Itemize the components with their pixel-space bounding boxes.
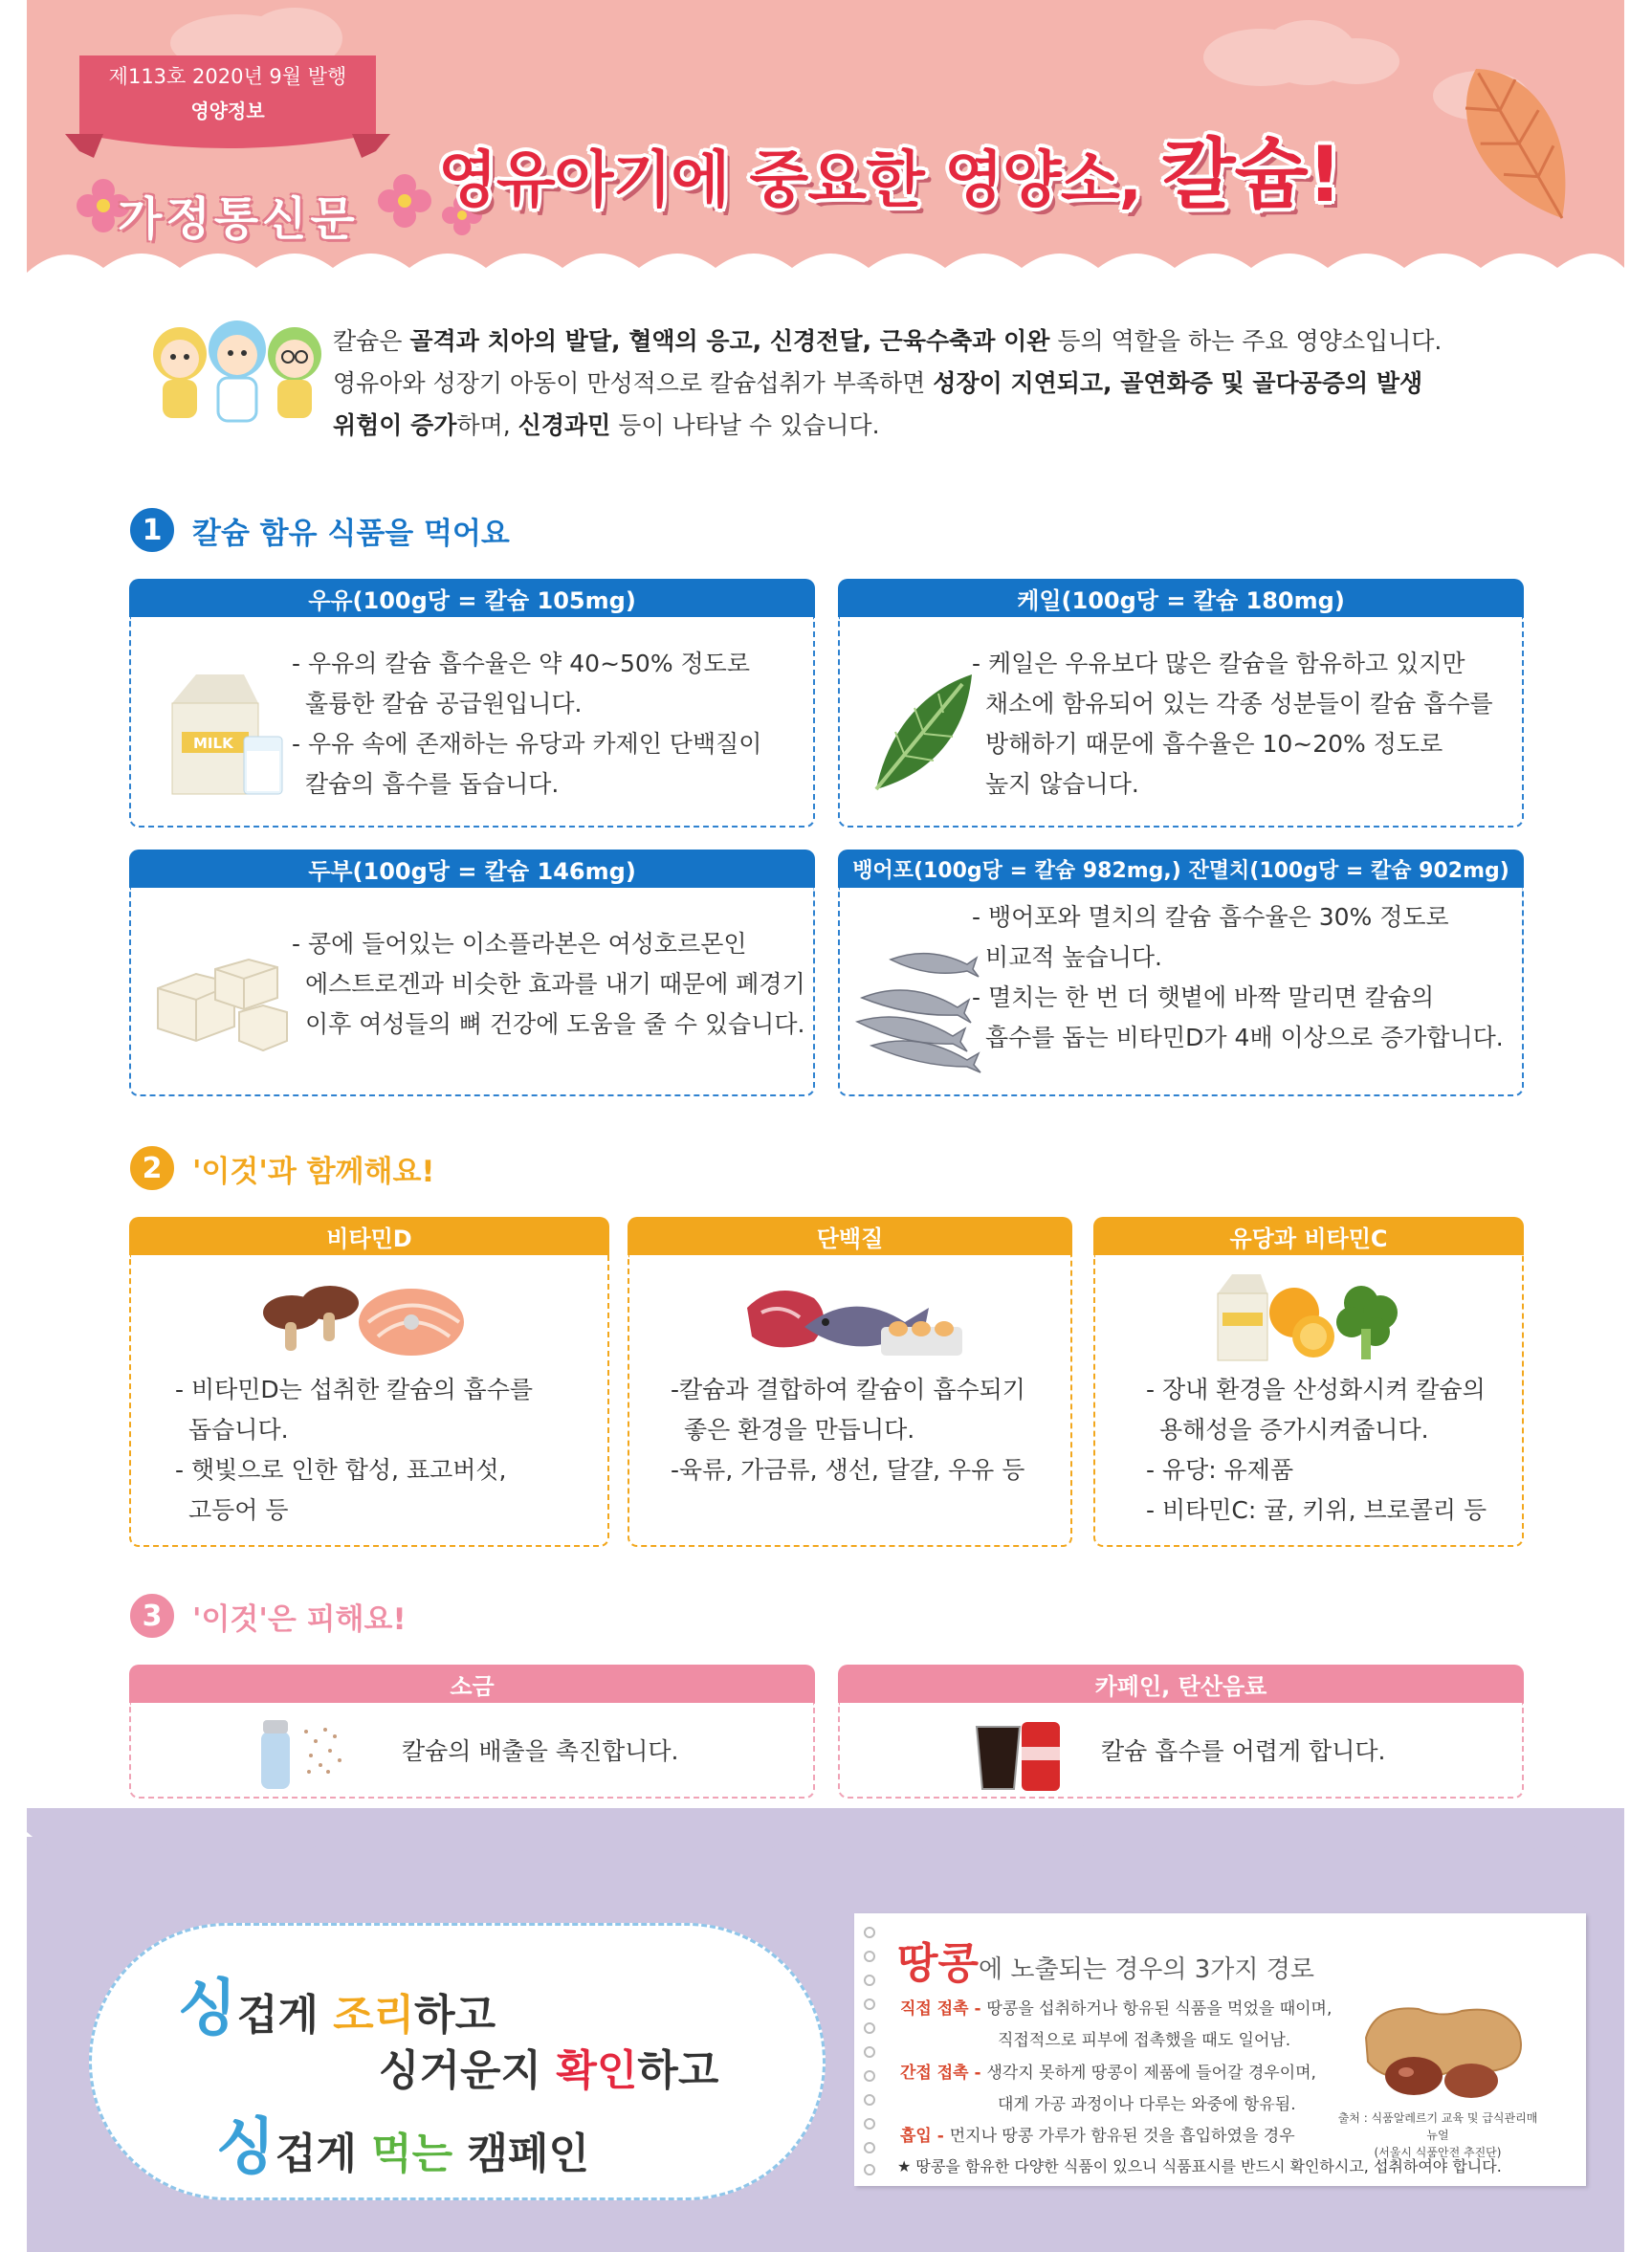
card-line: - 멸치는 한 번 더 햇볕에 바짝 말리면 칼슘의 <box>972 983 1435 1011</box>
food-card-tofu <box>129 850 815 1096</box>
campaign-text: 겁게 <box>236 1991 334 2040</box>
peanut-source <box>1333 2109 1543 2161</box>
card-line: - 우유 속에 존재하는 유당과 카제인 단백질이 <box>292 730 762 758</box>
section-title: '이것'과 함께해요! <box>192 1154 435 1189</box>
card-caption: 우유(100g당 = 칼슘 105mg) <box>129 579 815 617</box>
card-line: 높지 않습니다. <box>985 770 1139 798</box>
svg-text:MILK: MILK <box>193 735 233 752</box>
intro-text: 등이 나타날 수 있습니다. <box>610 411 880 439</box>
scallop-divider <box>27 239 1624 287</box>
peanut-title <box>897 1929 1314 1990</box>
card-line: 이후 여성들의 뼈 건강에 도움을 줄 수 있습니다. <box>305 1010 805 1038</box>
section-title: '이것'은 피해요! <box>192 1601 407 1637</box>
section-title: 칼슘 함유 식품을 먹어요 <box>192 516 510 551</box>
campaign-text: 겁게 <box>275 2130 372 2178</box>
campaign-text: 하고 <box>414 1991 496 2040</box>
row-text: 먼지나 땅콩 가루가 함유된 것을 흡입하였을 경우 <box>949 2127 1295 2146</box>
title-emphasis: 칼슘! <box>1161 130 1342 219</box>
campaign-text: 조리 <box>333 1991 415 2040</box>
campaign-line-1 <box>178 1959 496 2047</box>
card-text: 칼슘의 배출을 촉진합니다. <box>402 1737 679 1765</box>
peanut-note: ★ 땅콩을 함유한 다양한 식품이 있으니 식품표시를 반드시 확인하시고, 섭취하여야 합니다. <box>897 2157 1502 2175</box>
campaign-line-2 <box>379 2036 718 2097</box>
milk-carton-icon <box>153 665 297 799</box>
intro-text: 칼슘은 <box>333 327 410 355</box>
peanut-row <box>998 2090 1296 2114</box>
avoid-card-salt <box>129 1665 815 1799</box>
card-line: - 유당: 유제품 <box>1146 1456 1294 1484</box>
header-banner <box>27 0 1624 287</box>
peanut-allergy-notice <box>854 1913 1586 2186</box>
campaign-text: 싱 <box>178 1974 237 2044</box>
row-text: 직접적으로 피부에 접촉했을 때도 일어남. <box>998 2031 1291 2050</box>
card-line: -칼슘과 결합하여 칼슘이 흡수되기 <box>671 1376 1025 1403</box>
row-text: 생각지 못하게 땅콩이 제품에 들어갈 경우이며, <box>986 2064 1316 2083</box>
campaign-text: 확인 <box>556 2046 638 2095</box>
card-text <box>292 644 761 805</box>
page-title <box>438 113 1341 223</box>
card-line: 좋은 환경을 만듭니다. <box>684 1416 915 1444</box>
card-caption: 소금 <box>129 1665 815 1703</box>
food-card-kale <box>838 579 1524 828</box>
section-1-header <box>127 505 510 555</box>
peanut-icon <box>1347 1990 1538 2105</box>
kale-leaf-icon <box>857 665 991 799</box>
campaign-text: 싱 <box>216 2112 275 2183</box>
card-text <box>292 924 805 1045</box>
card-line: - 비타민D는 섭취한 칼슘의 흡수를 <box>175 1376 534 1403</box>
card-caption: 카페인, 탄산음료 <box>838 1665 1524 1703</box>
campaign-text: 싱거운지 <box>379 2046 557 2095</box>
card-line: 방해하기 때문에 흡수율은 10~20% 정도로 <box>985 730 1443 758</box>
card-line: 용해성을 증가시켜줍니다. <box>1159 1416 1429 1444</box>
card-line: - 비타민C: 귤, 키위, 브로콜리 등 <box>1146 1496 1487 1524</box>
food-card-milk <box>129 579 815 828</box>
intro-bold: 위험이 증가 <box>333 411 457 439</box>
card-caption: 두부(100g당 = 칼슘 146mg) <box>129 850 815 888</box>
card-line: 비교적 높습니다. <box>985 943 1162 971</box>
row-text: 땅콩을 섭취하거나 항유된 식품을 먹었을 때이며, <box>986 1999 1333 2019</box>
title-main: 영유아기에 중요한 영양소, <box>438 145 1141 216</box>
intro-text: 영유아와 성장기 아동이 만성적으로 칼슘섭취가 부족하면 <box>333 369 934 397</box>
mushroom-salmon-icon <box>253 1270 474 1365</box>
meat-fish-egg-icon <box>738 1270 967 1365</box>
peanut-row <box>900 2059 1316 2083</box>
coffee-cola-icon <box>972 1712 1068 1794</box>
newsletter-label: 가정통신문 <box>118 192 359 246</box>
card-line: - 장내 환경을 산성화시켜 칼슘의 <box>1146 1376 1486 1403</box>
card-line: 칼슘의 흡수를 돕습니다. <box>305 770 560 798</box>
card-line: 돕습니다. <box>188 1416 289 1444</box>
intro-text: 등의 역할을 하는 주요 영양소입니다. <box>1049 327 1443 355</box>
card-caption: 케일(100g당 = 칼슘 180mg) <box>838 579 1524 617</box>
intro-bold: 신경과민 <box>518 411 611 439</box>
section-number: 2 <box>127 1143 177 1193</box>
card-text: 칼슘 흡수를 어렵게 합니다. <box>1101 1737 1386 1765</box>
card-line: 채소에 함유되어 있는 각종 성분들이 칼슘 흡수를 <box>985 690 1493 718</box>
source-line: 출처 : 식품알레르기 교육 및 급식관리매뉴얼 <box>1337 2111 1538 2142</box>
campaign-text: 하고 <box>637 2046 719 2095</box>
card-line: - 콩에 들어있는 이소플라본은 여성호르몬인 <box>292 930 747 958</box>
peanut-title-emphasis: 땅콩 <box>897 1939 980 1988</box>
card-line: 흡수를 돕는 비타민D가 4배 이상으로 증가합니다. <box>985 1024 1504 1051</box>
section-2-header <box>127 1143 435 1193</box>
peanut-row <box>900 2122 1295 2146</box>
anchovy-icon <box>852 940 986 1074</box>
avoid-card-caffeine <box>838 1665 1524 1799</box>
card-caption: 뱅어포(100g당 = 칼슘 982mg,) 잔멸치(100g당 = 칼슘 902mg) <box>838 850 1524 888</box>
source-line: (서울시 식품안전 추진단) <box>1374 2146 1502 2159</box>
card-line: 고등어 등 <box>188 1496 289 1524</box>
card-line: 훌륭한 칼슘 공급원입니다. <box>305 690 583 718</box>
campaign-line-3 <box>216 2098 589 2186</box>
intro-bold: 골격과 치아의 발달, 혈액의 응고, 신경전달, 근육수축과 이완 <box>409 327 1050 355</box>
peanut-row <box>998 2026 1290 2050</box>
peanut-row <box>900 1995 1332 2019</box>
card-text <box>175 1370 533 1531</box>
card-text <box>1146 1370 1487 1531</box>
peanut-title-rest: 에 노출되는 경우의 3가지 경로 <box>979 1955 1315 1984</box>
scallop-divider <box>27 1808 1624 1866</box>
intro-paragraph <box>333 320 1596 447</box>
support-card-vitamin-d <box>129 1217 609 1547</box>
campaign-banner <box>89 1923 826 2200</box>
card-text <box>972 644 1493 805</box>
card-caption: 유당과 비타민C <box>1093 1217 1524 1255</box>
card-line: -육류, 가금류, 생선, 달걀, 우유 등 <box>671 1456 1025 1484</box>
row-label: 간접 접촉 - <box>900 2064 987 2083</box>
section-number: 1 <box>127 505 177 555</box>
notebook-rings-icon <box>860 1923 879 2176</box>
newsletter-page <box>27 0 1624 2252</box>
mascot-characters-icon <box>122 311 352 454</box>
campaign-text: 캠페인 <box>452 2130 590 2178</box>
row-label: 흡입 - <box>900 2127 950 2146</box>
issue-label <box>79 61 376 123</box>
card-line: - 우유의 칼슘 흡수율은 약 40~50% 정도로 <box>292 650 750 677</box>
support-card-protein <box>628 1217 1072 1547</box>
campaign-text: 먹는 <box>371 2130 453 2178</box>
card-line: - 뱅어포와 멸치의 칼슘 흡수율은 30% 정도로 <box>972 903 1449 931</box>
food-card-anchovy <box>838 850 1524 1096</box>
issue-category: 영양정보 <box>190 99 265 122</box>
milk-orange-broccoli-icon <box>1208 1270 1409 1365</box>
row-text: 대게 가공 과정이나 다루는 와중에 항유됨. <box>998 2095 1296 2114</box>
row-label: 직접 접촉 - <box>900 1999 987 2019</box>
issue-number: 제113호 2020년 9월 발행 <box>108 65 347 88</box>
section-3-header <box>127 1591 407 1641</box>
card-line: - 케일은 우유보다 많은 칼슘을 함유하고 있지만 <box>972 650 1465 677</box>
tofu-icon <box>148 940 292 1055</box>
card-caption: 비타민D <box>129 1217 609 1255</box>
card-line: - 햇빛으로 인한 합성, 표고버섯, <box>175 1456 507 1484</box>
support-card-lactose-vitamin-c <box>1093 1217 1524 1547</box>
card-text <box>671 1370 1025 1490</box>
intro-bold: 성장이 지연되고, 골연화증 및 골다공증의 발생 <box>933 369 1423 397</box>
intro-text: 하며, <box>456 411 518 439</box>
card-caption: 단백질 <box>628 1217 1072 1255</box>
salt-shaker-icon <box>253 1712 349 1794</box>
card-line: 에스트로겐과 비슷한 효과를 내기 때문에 폐경기 <box>305 970 805 998</box>
card-text <box>972 897 1504 1058</box>
section-number: 3 <box>127 1591 177 1641</box>
